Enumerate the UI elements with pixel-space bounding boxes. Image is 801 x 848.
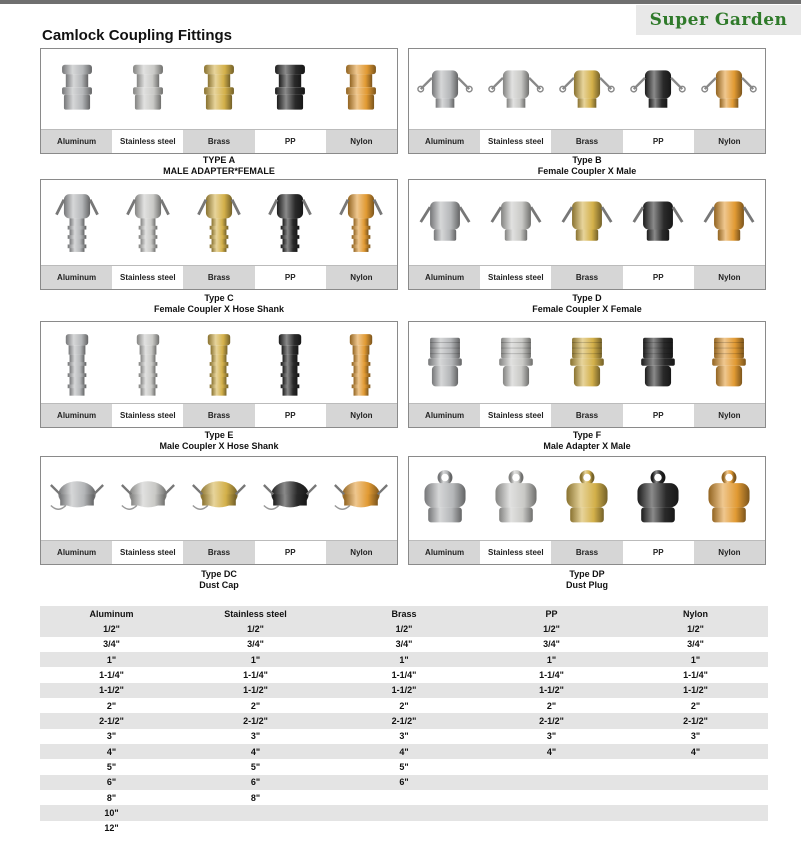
size-cell: 1/2" — [687, 624, 704, 635]
product-photo-stainless-steel — [480, 457, 551, 541]
material-label-row — [409, 265, 765, 289]
caption-type: Type C — [204, 293, 234, 303]
material-label: PP — [255, 266, 326, 289]
size-cell: 1-1/2" — [683, 685, 708, 696]
size-cell: 5" — [399, 762, 409, 773]
male-adapter-female-icon — [262, 55, 318, 125]
product-photo-aluminum — [41, 180, 112, 266]
dust-cap-icon — [191, 464, 247, 534]
size-cell — [623, 775, 768, 790]
material-label-row — [41, 129, 397, 153]
size-cell: 2-1/2" — [683, 716, 708, 727]
material-label: PP — [623, 541, 694, 564]
size-cell: 1-1/2" — [391, 685, 417, 696]
size-cell: 2" — [399, 700, 409, 711]
size-cell: 3" — [690, 731, 701, 742]
size-cell — [480, 821, 623, 836]
product-photo-brass — [551, 322, 622, 404]
size-cell: 2-1/2" — [243, 716, 268, 727]
product-photo-nylon — [326, 180, 397, 266]
caption-description: Male Coupler X Hose Shank — [159, 441, 279, 451]
size-cell: 1-1/4" — [539, 670, 564, 681]
male-coupler-hose-shank-icon — [49, 328, 105, 398]
size-cell: 1/2" — [395, 624, 413, 635]
size-cell: 4" — [250, 746, 261, 757]
product-photo-aluminum — [41, 322, 112, 404]
size-cell: 1-1/2" — [99, 685, 124, 696]
size-cell: 12" — [104, 823, 119, 834]
size-cell: 3/4" — [543, 639, 560, 650]
product-photo-aluminum — [41, 49, 112, 130]
size-cell — [623, 790, 768, 805]
male-adapter-male-icon — [417, 328, 473, 398]
product-photo-brass — [183, 322, 254, 404]
caption-type: Type D — [572, 293, 602, 303]
product-photo-stainless-steel — [480, 180, 551, 266]
size-row — [40, 805, 768, 820]
caption-description: Female Coupler X Female — [532, 304, 642, 314]
panel-caption-type-c — [40, 293, 398, 315]
product-image-row — [409, 322, 765, 404]
male-coupler-hose-shank-icon — [191, 328, 247, 398]
size-column-header: Aluminum — [89, 608, 134, 619]
size-cell: 1" — [106, 654, 117, 665]
dust-cap-icon — [49, 464, 105, 534]
panel-caption-type-a — [40, 155, 398, 177]
size-cell: 6" — [250, 777, 261, 788]
size-cell: 2" — [250, 700, 261, 711]
material-label: PP — [623, 130, 694, 153]
male-adapter-male-icon — [630, 328, 686, 398]
product-panel-type-c — [40, 179, 398, 290]
panel-caption-type-d — [408, 293, 766, 315]
female-coupler-male-icon — [488, 55, 544, 125]
size-row — [40, 713, 768, 728]
size-cell: 1-1/4" — [99, 670, 124, 681]
size-cell — [623, 759, 768, 774]
caption-type: Type DP — [569, 569, 605, 579]
material-label-row — [409, 129, 765, 153]
caption-description: Female Coupler X Male — [537, 166, 637, 176]
caption-type: Type DC — [201, 569, 237, 579]
size-cell: 3" — [546, 731, 557, 742]
male-adapter-male-icon — [488, 328, 544, 398]
product-panel-type-e — [40, 321, 398, 428]
caption-type: Type E — [204, 430, 234, 440]
size-row — [40, 775, 768, 790]
product-photo-pp — [623, 457, 694, 541]
material-label: PP — [255, 130, 326, 153]
size-cell: 6" — [106, 777, 117, 788]
male-adapter-male-icon — [559, 328, 615, 398]
dust-plug-icon — [559, 464, 615, 534]
product-photo-brass — [551, 49, 622, 130]
dust-plug-icon — [417, 464, 473, 534]
size-cell: 3/4" — [687, 639, 704, 650]
caption-description: Male Adapter X Male — [543, 441, 631, 451]
product-photo-nylon — [694, 322, 765, 404]
size-cell: 1/2" — [543, 624, 560, 635]
material-label: Aluminum — [409, 130, 480, 153]
product-photo-stainless-steel — [112, 180, 183, 266]
page-title: Camlock Coupling Fittings — [42, 27, 232, 44]
size-cell: 5" — [106, 762, 117, 773]
material-label: Aluminum — [409, 266, 480, 289]
size-cell — [328, 821, 480, 836]
size-cell: 1-1/4" — [391, 670, 417, 681]
product-photo-nylon — [694, 180, 765, 266]
product-photo-aluminum — [409, 180, 480, 266]
size-cell — [623, 805, 768, 820]
material-label: Brass — [551, 541, 622, 564]
caption-description: MALE ADAPTER*FEMALE — [163, 166, 275, 176]
size-cell: 1/2" — [247, 624, 264, 635]
size-cell: 1" — [546, 654, 557, 665]
female-coupler-male-icon — [630, 55, 686, 125]
male-adapter-female-icon — [120, 55, 176, 125]
material-label: Brass — [183, 404, 254, 427]
size-cell: 2-1/2" — [391, 716, 417, 727]
product-photo-stainless-steel — [480, 49, 551, 130]
material-label: Stainless steel — [480, 404, 551, 427]
size-row — [40, 744, 768, 759]
panel-caption-type-f — [408, 430, 766, 452]
size-row — [40, 821, 768, 836]
material-label: Brass — [183, 266, 254, 289]
size-row — [40, 729, 768, 744]
female-coupler-female-icon — [559, 188, 615, 258]
dust-cap-icon — [262, 464, 318, 534]
size-cell — [328, 805, 480, 820]
size-cell: 1/2" — [103, 624, 120, 635]
material-label: Nylon — [694, 541, 765, 564]
size-column-header: Stainless steel — [224, 608, 287, 619]
size-cell: 6" — [399, 777, 409, 788]
size-cell — [480, 775, 623, 790]
size-cell: 1" — [250, 654, 261, 665]
material-label-row — [409, 540, 765, 564]
product-panel-type-dc — [40, 456, 398, 565]
size-row — [40, 683, 768, 698]
product-photo-nylon — [694, 457, 765, 541]
size-column-header: Brass — [391, 608, 417, 619]
female-coupler-hose-shank-icon — [120, 188, 176, 258]
size-cell: 4" — [546, 746, 557, 757]
dust-plug-icon — [701, 464, 757, 534]
size-cell: 1-1/4" — [243, 670, 268, 681]
size-cell — [328, 790, 480, 805]
male-coupler-hose-shank-icon — [120, 328, 176, 398]
product-photo-pp — [255, 180, 326, 266]
product-panel-type-dp — [408, 456, 766, 565]
size-cell: 3/4" — [103, 639, 120, 650]
material-label: Stainless steel — [480, 541, 551, 564]
product-photo-stainless-steel — [480, 322, 551, 404]
material-label: Brass — [183, 130, 254, 153]
female-coupler-female-icon — [701, 188, 757, 258]
product-image-row — [409, 457, 765, 541]
product-photo-nylon — [326, 322, 397, 404]
size-row — [40, 790, 768, 805]
material-label: Nylon — [694, 130, 765, 153]
material-label: Nylon — [326, 541, 397, 564]
size-cell: 5" — [250, 762, 261, 773]
size-cell — [623, 821, 768, 836]
size-cell: 3" — [399, 731, 409, 742]
material-label: Aluminum — [409, 541, 480, 564]
size-table-header-row — [40, 606, 768, 621]
size-column-header: PP — [545, 608, 558, 619]
product-photo-brass — [183, 180, 254, 266]
product-photo-brass — [551, 457, 622, 541]
product-panel-type-f — [408, 321, 766, 428]
female-coupler-male-icon — [417, 55, 473, 125]
material-label: Nylon — [326, 404, 397, 427]
material-label: Stainless steel — [112, 130, 183, 153]
panel-caption-type-e — [40, 430, 398, 452]
size-cell — [480, 790, 623, 805]
material-label: Brass — [551, 404, 622, 427]
material-label: Aluminum — [41, 130, 112, 153]
size-cell: 1-1/2" — [539, 685, 564, 696]
male-adapter-female-icon — [191, 55, 247, 125]
material-label: Aluminum — [41, 266, 112, 289]
size-cell: 4" — [106, 746, 117, 757]
female-coupler-hose-shank-icon — [191, 188, 247, 258]
material-label: Stainless steel — [112, 404, 183, 427]
brand-logo: Super Garden — [636, 5, 801, 35]
product-image-row — [409, 180, 765, 266]
product-photo-brass — [551, 180, 622, 266]
male-adapter-female-icon — [333, 55, 389, 125]
female-coupler-hose-shank-icon — [333, 188, 389, 258]
material-label-row — [41, 265, 397, 289]
size-cell: 4" — [399, 746, 409, 757]
product-photo-pp — [623, 180, 694, 266]
product-panel-type-b — [408, 48, 766, 154]
size-cell: 1" — [690, 654, 701, 665]
dust-plug-icon — [488, 464, 544, 534]
size-row — [40, 759, 768, 774]
size-cell: 3" — [250, 731, 261, 742]
caption-type: TYPE A — [202, 155, 236, 165]
material-label-row — [41, 540, 397, 564]
product-photo-nylon — [326, 457, 397, 541]
material-label: Aluminum — [41, 541, 112, 564]
material-label-row — [409, 403, 765, 427]
material-label: Brass — [551, 266, 622, 289]
size-cell: 8" — [250, 792, 261, 803]
panel-caption-type-b — [408, 155, 766, 177]
material-label: PP — [255, 541, 326, 564]
material-label: Nylon — [694, 266, 765, 289]
size-cell: 2-1/2" — [539, 716, 564, 727]
product-photo-pp — [623, 49, 694, 130]
panel-caption-type-dc — [40, 569, 398, 591]
product-photo-aluminum — [409, 322, 480, 404]
material-label: Stainless steel — [112, 541, 183, 564]
size-cell: 2" — [690, 700, 701, 711]
product-photo-nylon — [326, 49, 397, 130]
product-photo-aluminum — [409, 457, 480, 541]
product-image-row — [41, 322, 397, 404]
size-cell: 10" — [104, 808, 119, 819]
product-image-row — [41, 49, 397, 130]
caption-description: Dust Plug — [566, 580, 608, 590]
female-coupler-hose-shank-icon — [262, 188, 318, 258]
dust-cap-icon — [120, 464, 176, 534]
size-cell: 3/4" — [395, 639, 413, 650]
size-column-header: Nylon — [682, 608, 708, 619]
material-label: Stainless steel — [480, 266, 551, 289]
size-row — [40, 637, 768, 652]
product-photo-pp — [623, 322, 694, 404]
female-coupler-female-icon — [630, 188, 686, 258]
product-photo-aluminum — [41, 457, 112, 541]
product-photo-stainless-steel — [112, 49, 183, 130]
size-cell: 4" — [690, 746, 701, 757]
caption-description: Female Coupler X Hose Shank — [153, 304, 285, 314]
material-label: Brass — [551, 130, 622, 153]
material-label-row — [41, 403, 397, 427]
dust-cap-icon — [333, 464, 389, 534]
product-photo-aluminum — [409, 49, 480, 130]
size-cell — [183, 821, 328, 836]
product-photo-nylon — [694, 49, 765, 130]
size-availability-table — [40, 606, 768, 836]
product-photo-pp — [255, 49, 326, 130]
female-coupler-male-icon — [701, 55, 757, 125]
caption-description: Dust Cap — [199, 580, 239, 590]
size-cell — [183, 805, 328, 820]
panel-caption-type-dp — [408, 569, 766, 591]
top-rule — [0, 0, 801, 4]
size-table-body — [40, 621, 768, 836]
product-panel-type-d — [408, 179, 766, 290]
female-coupler-male-icon — [559, 55, 615, 125]
male-coupler-hose-shank-icon — [333, 328, 389, 398]
product-photo-brass — [183, 49, 254, 130]
material-label: Aluminum — [409, 404, 480, 427]
material-label: Aluminum — [41, 404, 112, 427]
size-cell: 2" — [106, 700, 117, 711]
female-coupler-hose-shank-icon — [49, 188, 105, 258]
product-photo-stainless-steel — [112, 457, 183, 541]
size-cell: 8" — [106, 792, 117, 803]
dust-plug-icon — [630, 464, 686, 534]
caption-type: Type F — [572, 430, 602, 440]
product-photo-pp — [255, 457, 326, 541]
product-photo-brass — [183, 457, 254, 541]
size-row — [40, 652, 768, 667]
product-photo-pp — [255, 322, 326, 404]
material-label: Brass — [183, 541, 254, 564]
size-row — [40, 621, 768, 636]
size-cell: 3" — [106, 731, 117, 742]
material-label: PP — [255, 404, 326, 427]
male-adapter-female-icon — [49, 55, 105, 125]
size-cell: 2" — [546, 700, 557, 711]
size-cell: 1-1/4" — [683, 670, 708, 681]
material-label: Stainless steel — [112, 266, 183, 289]
material-label: PP — [623, 266, 694, 289]
material-label: Nylon — [694, 404, 765, 427]
product-photo-stainless-steel — [112, 322, 183, 404]
material-label: PP — [623, 404, 694, 427]
male-coupler-hose-shank-icon — [262, 328, 318, 398]
size-row — [40, 698, 768, 713]
female-coupler-female-icon — [488, 188, 544, 258]
size-cell: 3/4" — [247, 639, 264, 650]
size-cell: 1" — [399, 654, 409, 665]
product-panel-type-a — [40, 48, 398, 154]
caption-type: Type B — [572, 155, 602, 165]
product-image-row — [409, 49, 765, 130]
material-label: Nylon — [326, 130, 397, 153]
product-image-row — [41, 180, 397, 266]
female-coupler-female-icon — [417, 188, 473, 258]
size-cell — [480, 759, 623, 774]
size-cell: 2-1/2" — [99, 716, 124, 727]
size-row — [40, 667, 768, 682]
male-adapter-male-icon — [701, 328, 757, 398]
product-image-row — [41, 457, 397, 541]
size-cell: 1-1/2" — [243, 685, 268, 696]
material-label: Nylon — [326, 266, 397, 289]
material-label: Stainless steel — [480, 130, 551, 153]
size-cell — [480, 805, 623, 820]
